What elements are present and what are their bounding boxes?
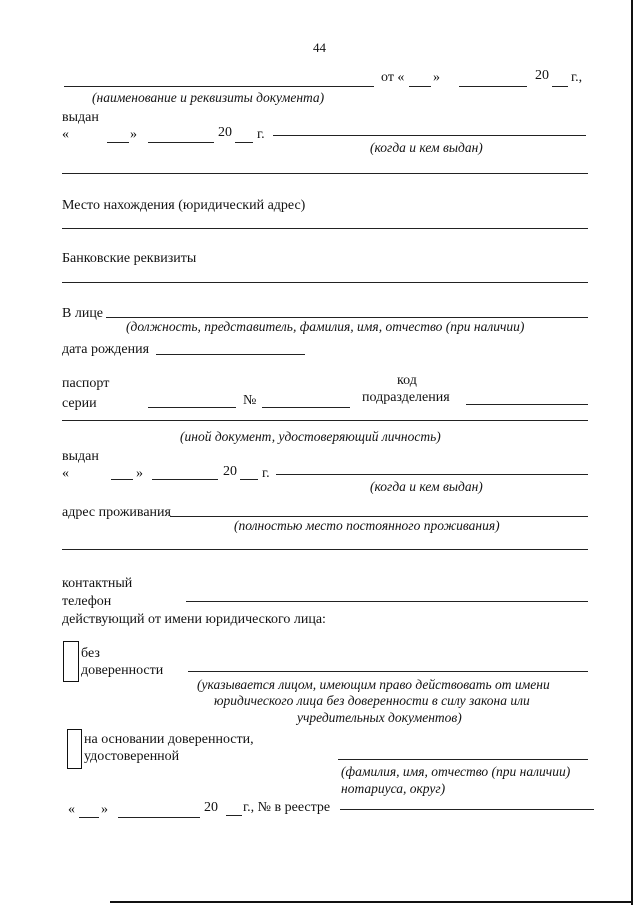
without-poa-field[interactable]	[188, 671, 588, 672]
year-g: г.	[257, 127, 265, 142]
passport-year-prefix: 20	[223, 464, 237, 479]
represented-by-caption: (должность, представитель, фамилия, имя, отчество (при наличии)	[126, 319, 525, 334]
without-poa-label-2: доверенности	[81, 663, 164, 678]
registry-day-field[interactable]	[79, 817, 99, 818]
quote-close: »	[433, 70, 440, 85]
issued-by-field-2[interactable]	[62, 173, 588, 174]
quote-close-2: »	[130, 127, 137, 142]
without-poa-caption-2: юридического лица без доверенности в силу закона или	[214, 693, 530, 708]
doc-month-field[interactable]	[459, 86, 527, 87]
residence-field-2[interactable]	[62, 549, 588, 550]
from-label: от «	[381, 70, 405, 85]
bank-details-label: Банковские реквизиты	[62, 251, 197, 266]
registry-year-prefix: 20	[204, 800, 218, 815]
passport-series-field[interactable]	[148, 407, 236, 408]
passport-number-field[interactable]	[262, 407, 350, 408]
year-prefix-2: 20	[218, 125, 232, 140]
phone-label-1: контактный	[62, 576, 133, 591]
with-poa-label-1: на основании доверенности,	[84, 732, 254, 747]
document-name-field[interactable]	[64, 86, 374, 87]
when-by-whom-caption: (когда и кем выдан)	[370, 140, 483, 155]
issued-label: выдан	[62, 110, 99, 125]
other-id-field[interactable]	[62, 420, 588, 421]
residence-caption: (полностью место постоянного проживания)	[234, 518, 500, 533]
passport-label: паспорт	[62, 376, 110, 391]
year-suffix: г.,	[571, 70, 583, 85]
passport-quote-open: «	[62, 466, 69, 481]
phone-field[interactable]	[186, 601, 588, 602]
notary-caption-2: нотариуса, округ)	[341, 781, 446, 796]
represented-by-field[interactable]	[106, 317, 588, 318]
notary-caption-1: (фамилия, имя, отчество (при наличии)	[341, 764, 571, 779]
with-poa-checkbox[interactable]	[67, 729, 82, 769]
passport-year-g: г.	[262, 466, 270, 481]
registry-year-suffix: г., № в реестре	[243, 800, 331, 815]
year-prefix: 20	[535, 68, 549, 83]
division-code-field[interactable]	[466, 404, 588, 405]
passport-issued-label: выдан	[62, 449, 99, 464]
quote-open: «	[62, 127, 69, 142]
page-edge-bottom	[110, 901, 633, 903]
phone-label-2: телефон	[62, 594, 112, 609]
acting-label: действующий от имени юридического лица:	[62, 612, 326, 627]
number-sign: №	[243, 393, 257, 408]
series-label: серии	[62, 396, 97, 411]
passport-when-by-whom-caption: (когда и кем выдан)	[370, 479, 483, 494]
registry-month-field[interactable]	[118, 817, 200, 818]
issued-day-field[interactable]	[107, 142, 129, 143]
registry-number-field[interactable]	[340, 809, 594, 810]
registry-quote-open: «	[68, 802, 75, 817]
residence-label: адрес проживания	[62, 505, 171, 520]
passport-issued-by-field[interactable]	[276, 474, 588, 475]
doc-day-field[interactable]	[409, 86, 431, 87]
page-number: 44	[313, 40, 326, 55]
doc-year-field[interactable]	[552, 86, 568, 87]
passport-year-field[interactable]	[240, 479, 258, 480]
code-label-2: подразделения	[362, 390, 450, 405]
legal-address-field[interactable]	[62, 228, 588, 229]
with-poa-label-2: удостоверенной	[84, 749, 180, 764]
residence-field[interactable]	[170, 516, 588, 517]
passport-month-field[interactable]	[152, 479, 218, 480]
birth-date-field[interactable]	[156, 354, 305, 355]
issued-year-field[interactable]	[235, 142, 253, 143]
code-label-1: код	[397, 373, 417, 388]
page-edge-right	[631, 0, 633, 905]
without-poa-label-1: без	[81, 646, 100, 661]
registry-year-field[interactable]	[226, 815, 242, 816]
bank-details-field[interactable]	[62, 282, 588, 283]
issued-by-field[interactable]	[273, 135, 586, 136]
without-poa-caption-3: учредительных документов)	[297, 710, 462, 725]
without-poa-checkbox[interactable]	[63, 641, 79, 682]
birth-date-label: дата рождения	[62, 342, 150, 357]
other-id-caption: (иной документ, удостоверяющий личность)	[180, 429, 441, 444]
passport-quote-close: »	[136, 466, 143, 481]
document-caption: (наименование и реквизиты документа)	[92, 90, 325, 105]
passport-day-field[interactable]	[111, 479, 133, 480]
without-poa-caption-1: (указывается лицом, имеющим право действовать от имени	[197, 677, 550, 692]
legal-address-label: Место нахождения (юридический адрес)	[62, 198, 306, 213]
issued-month-field[interactable]	[148, 142, 214, 143]
registry-quote-close: »	[101, 802, 108, 817]
represented-by-label: В лице	[62, 306, 104, 321]
notary-field[interactable]	[338, 759, 588, 760]
